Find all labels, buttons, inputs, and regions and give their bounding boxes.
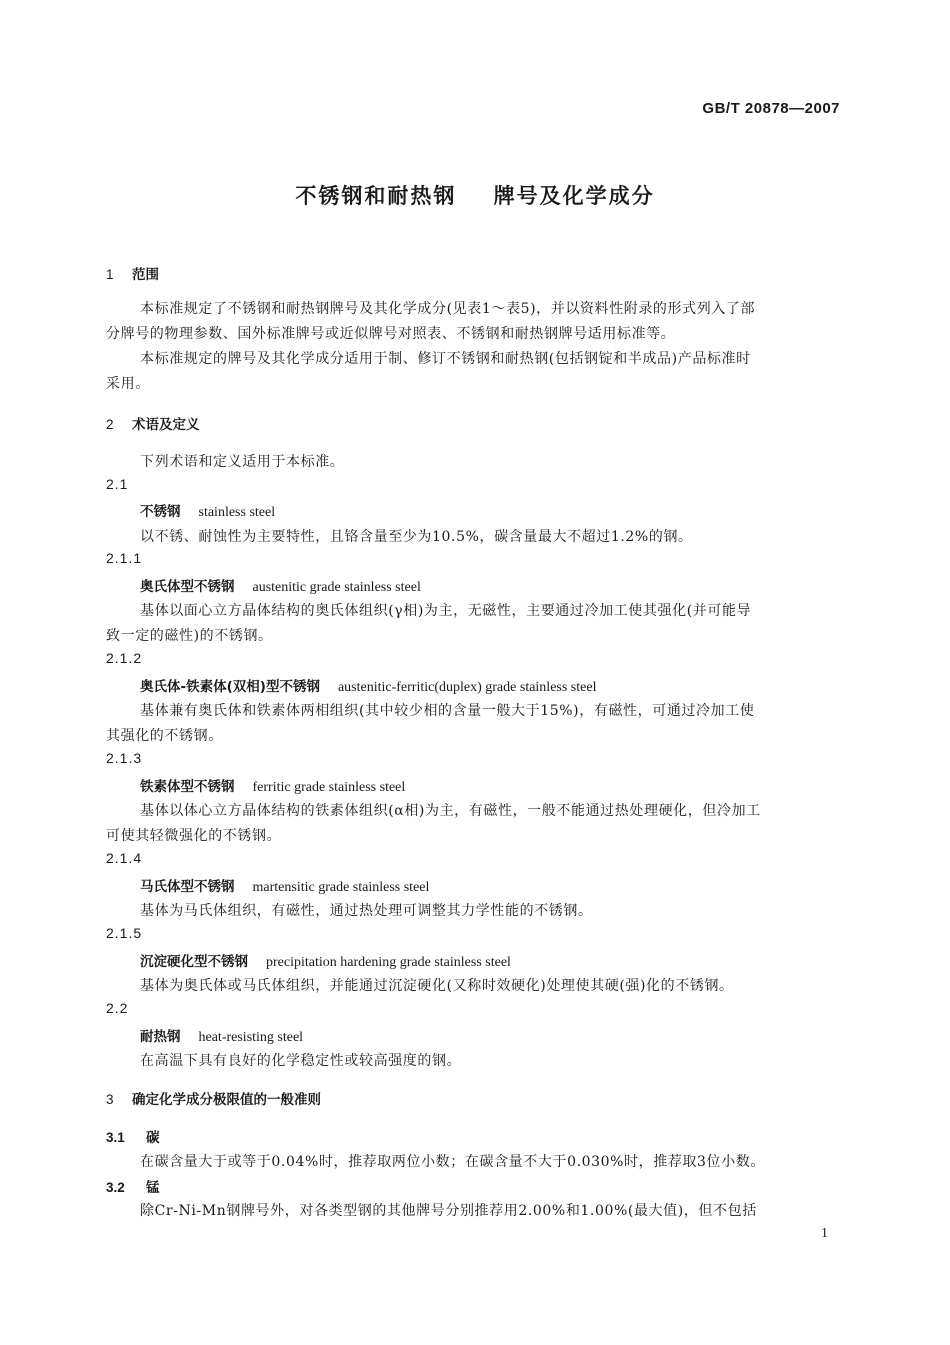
term-chinese: 耐热钢 — [140, 1029, 181, 1045]
clause-number: 2.1.1 — [106, 550, 143, 566]
section-title: 术语及定义 — [132, 417, 200, 433]
section-title: 范围 — [132, 267, 159, 283]
section-number: 3 — [106, 1092, 114, 1107]
term-chinese: 马氏体型不锈钢 — [140, 879, 235, 895]
term-line — [140, 775, 405, 796]
definition-line: 基体以体心立方晶体结构的铁素体组织(α相)为主，有磁性，一般不能通过热处理硬化，但冷加工 — [140, 803, 761, 819]
term-english: heat-resisting steel — [198, 1030, 304, 1045]
clause-number: 2.1.5 — [106, 925, 143, 941]
subsection-3-2-heading — [106, 1176, 160, 1196]
section-number: 2 — [106, 417, 114, 432]
subsection-3-1-heading — [106, 1126, 160, 1146]
section-2-heading — [106, 413, 200, 433]
term-chinese: 奥氏体型不锈钢 — [140, 579, 235, 595]
term-english: stainless steel — [198, 505, 276, 520]
term-line — [140, 675, 596, 696]
definition-line: 在高温下具有良好的化学稳定性或较高强度的钢。 — [140, 1053, 462, 1069]
section-number: 1 — [106, 267, 114, 282]
term-chinese: 铁素体型不锈钢 — [140, 779, 235, 795]
section-number: 3.1 — [106, 1130, 125, 1145]
section-title: 锰 — [146, 1180, 160, 1196]
term-english: austenitic grade stainless steel — [252, 580, 421, 595]
paragraph-line: 本标准规定了不锈钢和耐热钢牌号及其化学成分(见表1～表5)，并以资料性附录的形式列入了部 — [140, 301, 756, 317]
page-number: 1 — [821, 1226, 828, 1241]
paragraph-line: 下列术语和定义适用于本标准。 — [140, 454, 345, 470]
definition-line: 基体为奥氏体或马氏体组织，并能通过沉淀硬化(又称时效硬化)处理使其硬(强)化的不锈钢。 — [140, 978, 734, 994]
clause-number: 2.1.4 — [106, 850, 143, 866]
definition-line: 基体兼有奥氏体和铁素体两相组织(其中较少相的含量一般大于15%)，有磁性，可通过冷加工使 — [140, 703, 755, 719]
clause-number: 2.2 — [106, 1000, 129, 1016]
definition-line: 其强化的不锈钢。 — [106, 728, 223, 744]
term-english: austenitic-ferritic(duplex) grade stainless steel — [337, 680, 597, 695]
clause-number: 2.1.2 — [106, 650, 143, 666]
term-english: ferritic grade stainless steel — [252, 780, 406, 795]
definition-line: 基体为马氏体组织，有磁性，通过热处理可调整其力学性能的不锈钢。 — [140, 903, 593, 919]
paragraph-line: 在碳含量大于或等于0.04%时，推荐取两位小数；在碳含量不大于0.030%时，推荐取3位小数。 — [140, 1154, 765, 1170]
term-chinese: 不锈钢 — [140, 504, 181, 520]
term-line — [140, 875, 429, 896]
term-line — [140, 950, 511, 971]
definition-line: 基体以面心立方晶体结构的奥氏体组织(γ相)为主，无磁性，主要通过冷加工使其强化(并可能导 — [140, 603, 752, 619]
term-line — [140, 575, 421, 596]
term-chinese: 奥氏体-铁素体(双相)型不锈钢 — [140, 679, 320, 695]
term-line — [140, 500, 275, 521]
paragraph-line: 分牌号的物理参数、国外标准牌号或近似牌号对照表、不锈钢和耐热钢牌号适用标准等。 — [106, 326, 676, 342]
clause-number: 2.1 — [106, 476, 129, 492]
paragraph-line: 采用。 — [106, 376, 150, 392]
section-number: 3.2 — [106, 1180, 125, 1195]
document-title: 不锈钢和耐热钢 牌号及化学成分 — [295, 184, 655, 208]
paragraph-line: 本标准规定的牌号及其化学成分适用于制、修订不锈钢和耐热钢(包括钢锭和半成品)产品标准时 — [140, 351, 751, 367]
standard-code: GB/T 20878—2007 — [702, 100, 840, 117]
definition-line: 以不锈、耐蚀性为主要特性，且铬含量至少为10.5%，碳含量最大不超过1.2%的钢。 — [140, 529, 693, 545]
section-3-heading — [106, 1088, 321, 1108]
definition-line: 致一定的磁性)的不锈钢。 — [106, 628, 273, 644]
definition-line: 可使其轻微强化的不锈钢。 — [106, 828, 282, 844]
clause-number: 2.1.3 — [106, 750, 143, 766]
term-english: precipitation hardening grade stainless steel — [266, 955, 511, 970]
term-english: martensitic grade stainless steel — [252, 880, 430, 895]
term-chinese: 沉淀硬化型不锈钢 — [140, 954, 248, 970]
section-title: 确定化学成分极限值的一般准则 — [132, 1092, 321, 1108]
paragraph-line: 除Cr-Ni-Mn钢牌号外，对各类型钢的其他牌号分别推荐用2.00%和1.00%(最大值)，但不包括 — [140, 1203, 757, 1219]
term-line — [140, 1025, 303, 1046]
section-1-heading — [106, 263, 159, 283]
section-title: 碳 — [146, 1130, 160, 1146]
